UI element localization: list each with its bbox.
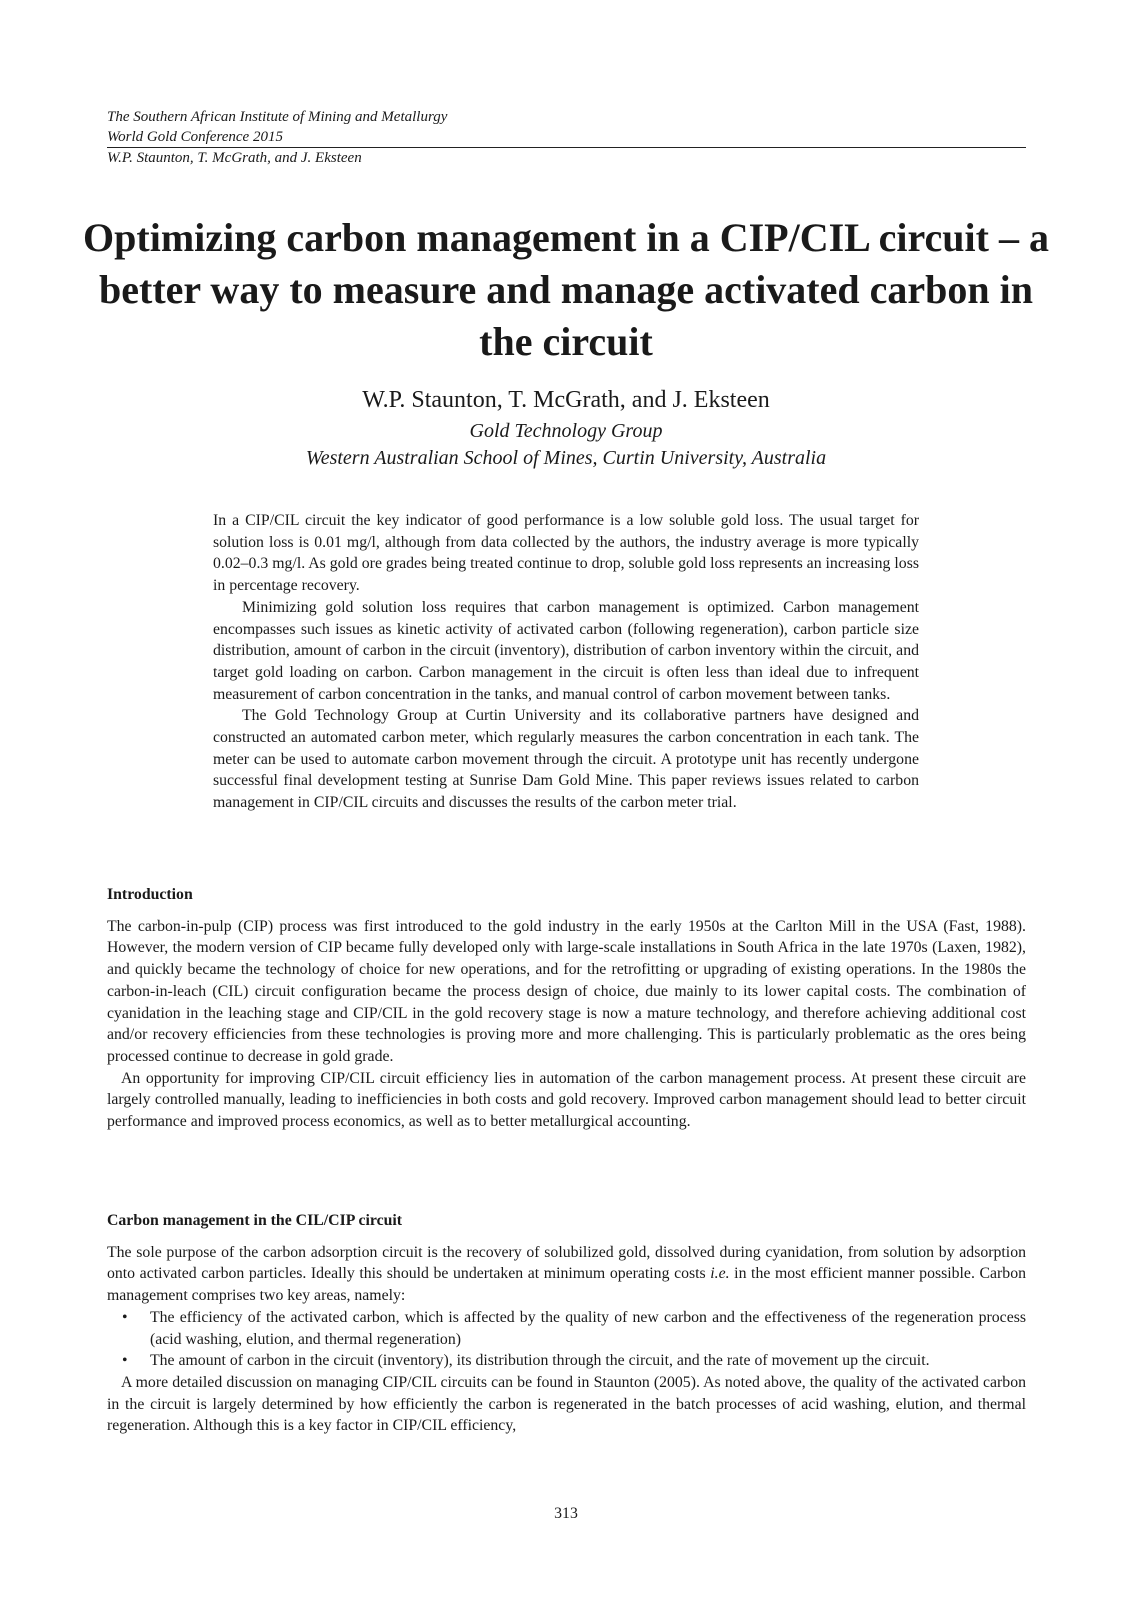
key-areas-list [107, 1307, 1026, 1372]
abstract-paragraph-2: Minimizing gold solution loss requires that carbon management is optimized. Carbon management encompasses such issues as kinetic activity of activated carbon (following regeneration), carbon particle size distribution, amount of carbon in the circuit (inventory), distribution of carbon inventory within the circuit, and target gold loading on carbon. Carbon management in the circuit is often less than ideal due to infrequent measurement of carbon concentration in the tanks, and manual control of carbon movement between tanks. [213, 598, 919, 703]
paper-authors: W.P. Staunton, T. McGrath, and J. Eksteen [362, 387, 770, 413]
affiliation-institution: Western Australian School of Mines, Curtin University, Australia [305, 447, 827, 469]
abstract [213, 510, 919, 814]
paragraph-text: The sole purpose of the carbon adsorption circuit is the recovery of solubilized gold, dissolved during cyanidation, from solution by adsorption onto activated carbon particles. Ideally this should be undertaken at minimum operating costs [107, 1243, 1026, 1283]
bullet-icon: • [122, 1352, 128, 1370]
header-conference: World Gold Conference 2015 [107, 129, 283, 145]
abstract-paragraph-1: In a CIP/CIL circuit the key indicator of good performance is a low soluble gold loss. The usual target for solution loss is 0.01 mg/l, although from data collected by the authors, the industry average is more typically 0.02–0.3 mg/l. As gold ore grades being treated continue to drop, soluble gold loss represents an increasing loss in percentage recovery. [213, 512, 919, 595]
carbon-management-paragraph-1 [107, 1242, 1026, 1307]
list-item-text: The amount of carbon in the circuit (inventory), its distribution through the circuit, and the rate of movement up the circuit. [150, 1352, 930, 1370]
introduction-section [107, 884, 1026, 1133]
bullet-icon: • [122, 1308, 128, 1326]
affiliation-group: Gold Technology Group [469, 420, 663, 442]
carbon-management-section [107, 1210, 1026, 1437]
carbon-management-paragraph-2: A more detailed discussion on managing CIP/CIL circuits can be found in Staunton (2005). As noted above, the quality of the activated carbon in the circuit is largely determined by how efficiently the carbon is regenerated in the batch processes of acid washing, elution, and thermal regeneration. Although this is a key factor in CIP/CIL efficiency, [107, 1373, 1026, 1435]
header-authors: W.P. Staunton, T. McGrath, and J. Eksteen [107, 150, 362, 166]
list-item [107, 1307, 1026, 1350]
list-item [107, 1350, 1026, 1372]
running-header [107, 107, 1026, 168]
introduction-paragraph-1: The carbon-in-pulp (CIP) process was first introduced to the gold industry in the early 1950s at the Carlton Mill in the USA (Fast, 1988). However, the modern version of CIP became fully developed only with large-scale installations in South Africa in the late 1970s (Laxen, 1982), and quickly became the technology of choice for new operations, and for the retrofitting or upgrading of existing operations. In the 1980s the carbon-in-leach (CIL) circuit configuration became the process design of choice, due mainly to its lower capital costs. The combination of cyanidation in the leaching stage and CIP/CIL in the gold recovery stage is now a mature technology, and therefore achieving additional cost and/or recovery efficiencies from these technologies is proving more and more challenging. This is particularly problematic as the ores being processed continue to decrease in gold grade. [107, 917, 1026, 1065]
carbon-management-heading: Carbon management in the CIL/CIP circuit [107, 1212, 403, 1229]
paragraph-text: in the most efficient manner possible. Carbon management comprises two key areas, namely: [107, 1265, 1026, 1305]
list-item-text: The efficiency of the activated carbon, which is affected by the quality of new carbon and the effectiveness of the regeneration process (acid washing, elution, and thermal regeneration) [150, 1308, 1026, 1348]
introduction-paragraph-2: An opportunity for improving CIP/CIL circuit efficiency lies in automation of the carbon management process. At present these circuit are largely controlled manually, leading to inefficiencies in both costs and gold recovery. Improved carbon management should lead to better circuit performance and improved process economics, as well as to better metallurgical accounting. [107, 1069, 1026, 1131]
abbreviation-ie: i.e. [710, 1265, 730, 1283]
introduction-heading: Introduction [107, 886, 193, 903]
abstract-paragraph-3: The Gold Technology Group at Curtin University and its collaborative partners have designed and constructed an automated carbon meter, which regularly measures the carbon concentration in each tank. The meter can be used to automate carbon movement through the circuit. A prototype unit has recently undergone successful final development testing at Sunrise Dam Gold Mine. This paper reviews issues related to carbon management in CIP/CIL circuits and discusses the results of the carbon meter trial. [213, 707, 919, 812]
paper-title: Optimizing carbon management in a CIP/CIL circuit – a better way to measure and manage activated carbon in the circuit [83, 215, 1049, 364]
header-institute: The Southern African Institute of Mining and Metallurgy [107, 109, 448, 125]
page-number: 313 [554, 1505, 578, 1522]
